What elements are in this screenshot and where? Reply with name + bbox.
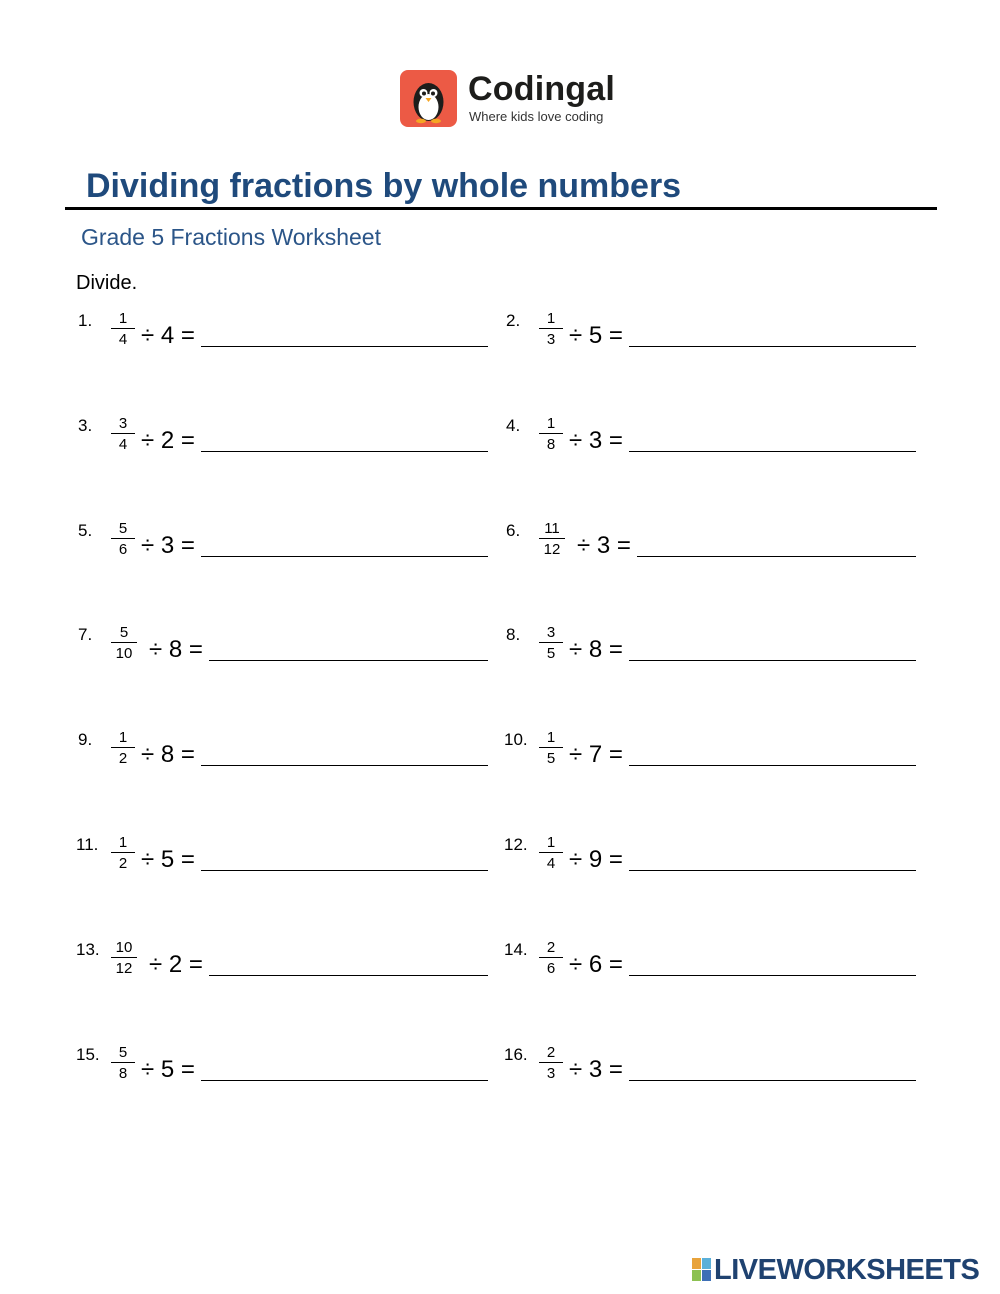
- worksheet-title: Dividing fractions by whole numbers: [86, 167, 682, 205]
- fraction-numerator: 1: [546, 729, 556, 746]
- fraction-denominator: 6: [118, 541, 128, 558]
- fraction-numerator: 1: [546, 310, 556, 327]
- liveworksheets-logo-icon: [692, 1258, 712, 1282]
- problem-number: 15.: [76, 1045, 100, 1064]
- fraction-numerator: 3: [546, 624, 556, 641]
- division-expression: ÷ 2 =: [141, 427, 195, 454]
- fraction-bar: [539, 538, 565, 539]
- answer-input[interactable]: [629, 1080, 916, 1081]
- problem-2: [506, 311, 916, 371]
- fraction: [537, 834, 565, 872]
- division-expression: ÷ 8 =: [569, 636, 623, 663]
- answer-input[interactable]: [201, 451, 488, 452]
- division-expression: ÷ 2 =: [149, 951, 203, 978]
- fraction-bar: [111, 1062, 135, 1063]
- fraction-numerator: 2: [546, 1044, 556, 1061]
- fraction-denominator: 6: [546, 960, 556, 977]
- fraction-bar: [111, 957, 137, 958]
- fraction-denominator: 5: [546, 750, 556, 767]
- answer-input[interactable]: [629, 870, 916, 871]
- answer-input[interactable]: [209, 660, 488, 661]
- brand-tagline: Where kids love coding: [469, 109, 604, 124]
- division-expression: ÷ 8 =: [141, 741, 195, 768]
- division-expression: ÷ 9 =: [569, 846, 623, 873]
- fraction-numerator: 10: [115, 939, 133, 956]
- fraction: [109, 1044, 137, 1082]
- problem-number: 8.: [506, 625, 521, 644]
- division-expression: ÷ 8 =: [149, 636, 203, 663]
- division-expression: ÷ 5 =: [141, 846, 195, 873]
- fraction: [537, 520, 567, 558]
- answer-input[interactable]: [201, 870, 488, 871]
- problem-6: [506, 521, 916, 581]
- problem-number: 6.: [506, 521, 521, 540]
- division-expression: ÷ 3 =: [569, 1056, 623, 1083]
- problem-8: [506, 625, 916, 685]
- problem-5: [78, 521, 488, 581]
- fraction-numerator: 11: [544, 520, 560, 537]
- fraction-denominator: 8: [546, 436, 556, 453]
- answer-input[interactable]: [201, 1080, 488, 1081]
- fraction: [109, 310, 137, 348]
- problem-number: 3.: [78, 416, 93, 435]
- fraction-denominator: 5: [546, 645, 556, 662]
- fraction: [537, 939, 565, 977]
- fraction-numerator: 1: [546, 834, 556, 851]
- fraction: [537, 1044, 565, 1082]
- problem-number: 4.: [506, 416, 521, 435]
- fraction: [537, 729, 565, 767]
- fraction-denominator: 4: [118, 436, 128, 453]
- codingal-logo: [400, 70, 620, 130]
- problem-1: [78, 311, 488, 371]
- fraction: [109, 939, 139, 977]
- problem-16: [504, 1045, 916, 1105]
- fraction-denominator: 10: [115, 645, 133, 662]
- problem-10: [504, 730, 916, 790]
- division-expression: ÷ 3 =: [569, 427, 623, 454]
- answer-input[interactable]: [201, 765, 488, 766]
- division-expression: ÷ 6 =: [569, 951, 623, 978]
- fraction-denominator: 8: [118, 1065, 128, 1082]
- problem-number: 14.: [504, 940, 528, 959]
- fraction-bar: [539, 1062, 563, 1063]
- fraction: [109, 834, 137, 872]
- answer-input[interactable]: [629, 975, 916, 976]
- fraction-numerator: 5: [118, 520, 128, 537]
- instruction-text: Divide.: [76, 272, 138, 294]
- problem-14: [504, 940, 916, 1000]
- division-expression: ÷ 4 =: [141, 322, 195, 349]
- fraction-bar: [111, 433, 135, 434]
- fraction: [109, 415, 137, 453]
- answer-input[interactable]: [629, 346, 916, 347]
- answer-input[interactable]: [201, 346, 488, 347]
- problem-3: [78, 416, 488, 476]
- problem-number: 7.: [78, 625, 93, 644]
- problem-number: 5.: [78, 521, 93, 540]
- division-expression: ÷ 5 =: [569, 322, 623, 349]
- problem-9: [78, 730, 488, 790]
- fraction-bar: [539, 957, 563, 958]
- fraction: [537, 624, 565, 662]
- problem-number: 16.: [504, 1045, 528, 1064]
- fraction-numerator: 3: [118, 415, 128, 432]
- fraction-numerator: 2: [546, 939, 556, 956]
- fraction: [109, 520, 137, 558]
- fraction-bar: [111, 538, 135, 539]
- problem-number: 1.: [78, 311, 93, 330]
- fraction-bar: [111, 852, 135, 853]
- problem-13: [76, 940, 488, 1000]
- fraction-bar: [539, 433, 563, 434]
- fraction-bar: [539, 852, 563, 853]
- division-expression: ÷ 3 =: [141, 532, 195, 559]
- problem-4: [506, 416, 916, 476]
- problem-11: [76, 835, 488, 895]
- answer-input[interactable]: [209, 975, 488, 976]
- fraction-denominator: 12: [115, 960, 133, 977]
- fraction-bar: [539, 747, 563, 748]
- fraction-bar: [111, 642, 137, 643]
- title-divider: [65, 207, 937, 210]
- penguin-icon: [400, 70, 457, 127]
- fraction: [537, 415, 565, 453]
- division-expression: ÷ 7 =: [569, 741, 623, 768]
- fraction-denominator: 4: [546, 855, 556, 872]
- problem-number: 2.: [506, 311, 521, 330]
- fraction-bar: [539, 642, 563, 643]
- fraction-bar: [539, 328, 563, 329]
- answer-input[interactable]: [201, 556, 488, 557]
- answer-input[interactable]: [629, 451, 916, 452]
- fraction-denominator: 2: [118, 750, 128, 767]
- problem-number: 10.: [504, 730, 528, 749]
- division-expression: ÷ 3 =: [577, 532, 631, 559]
- fraction: [109, 624, 139, 662]
- problem-number: 11.: [76, 835, 99, 854]
- problem-number: 9.: [78, 730, 93, 749]
- fraction-denominator: 2: [118, 855, 128, 872]
- problem-number: 13.: [76, 940, 100, 959]
- liveworksheets-footer: [692, 1254, 992, 1286]
- fraction-numerator: 1: [118, 310, 128, 327]
- fraction-denominator: 12: [543, 541, 561, 558]
- fraction-denominator: 3: [546, 1065, 556, 1082]
- fraction-denominator: 3: [546, 331, 556, 348]
- problem-15: [76, 1045, 488, 1105]
- answer-input[interactable]: [629, 765, 916, 766]
- fraction-numerator: 5: [119, 624, 129, 641]
- fraction-bar: [111, 328, 135, 329]
- fraction-numerator: 1: [118, 729, 128, 746]
- fraction-denominator: 4: [118, 331, 128, 348]
- liveworksheets-brand: LIVEWORKSHEETS: [714, 1254, 980, 1286]
- fraction: [537, 310, 565, 348]
- problem-number: 12.: [504, 835, 528, 854]
- fraction-bar: [111, 747, 135, 748]
- answer-input[interactable]: [637, 556, 916, 557]
- worksheet-subtitle: Grade 5 Fractions Worksheet: [81, 224, 381, 250]
- problem-12: [504, 835, 916, 895]
- fraction-numerator: 1: [118, 834, 128, 851]
- division-expression: ÷ 5 =: [141, 1056, 195, 1083]
- fraction-numerator: 5: [118, 1044, 128, 1061]
- brand-name: Codingal: [468, 70, 616, 108]
- fraction: [109, 729, 137, 767]
- problem-7: [78, 625, 488, 685]
- fraction-numerator: 1: [546, 415, 556, 432]
- answer-input[interactable]: [629, 660, 916, 661]
